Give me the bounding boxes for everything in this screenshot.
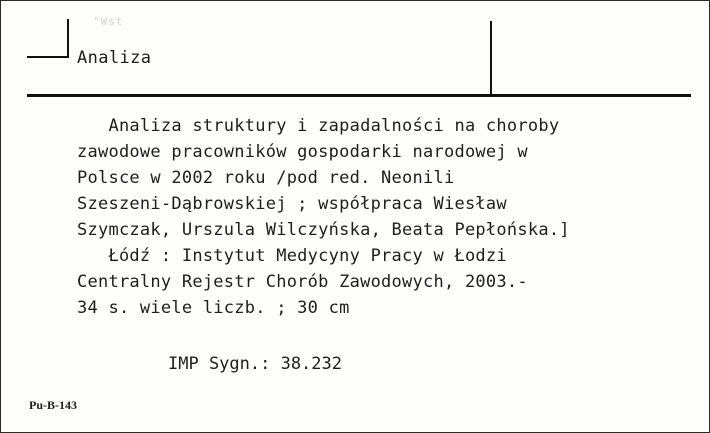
record-line: Centralny Rejestr Chorób Zawodowych, 2003.- <box>77 272 528 292</box>
corner-rule-horizontal <box>27 56 69 58</box>
call-number: IMP Sygn.: 38.232 <box>168 354 342 374</box>
record-line: Polsce w 2002 roku /pod red. Neonili <box>77 168 455 188</box>
record-line: 34 s. wiele liczb. ; 30 cm <box>77 298 350 318</box>
header-divider-horizontal <box>27 94 691 97</box>
record-line: zawodowe pracowników gospodarki narodowej w <box>77 142 528 162</box>
record-line: Szeszeni-Dąbrowskiej ; współpraca Wiesław <box>77 194 507 214</box>
faint-pencil-mark: "Wst <box>93 15 124 28</box>
subject-heading: Analiza <box>77 48 152 68</box>
card-stamp-code: Pu-B-143 <box>29 398 77 412</box>
bibliographic-record <box>77 113 697 321</box>
record-line: Łódź : Instytut Medycyny Pracy w Łodzi <box>77 246 507 266</box>
header-divider-vertical <box>490 21 492 95</box>
record-line: Szymczak, Urszula Wilczyńska, Beata Pepłońska.] <box>77 220 570 240</box>
record-line: Analiza struktury i zapadalności na choroby <box>77 116 560 136</box>
corner-rule-vertical <box>67 19 69 57</box>
